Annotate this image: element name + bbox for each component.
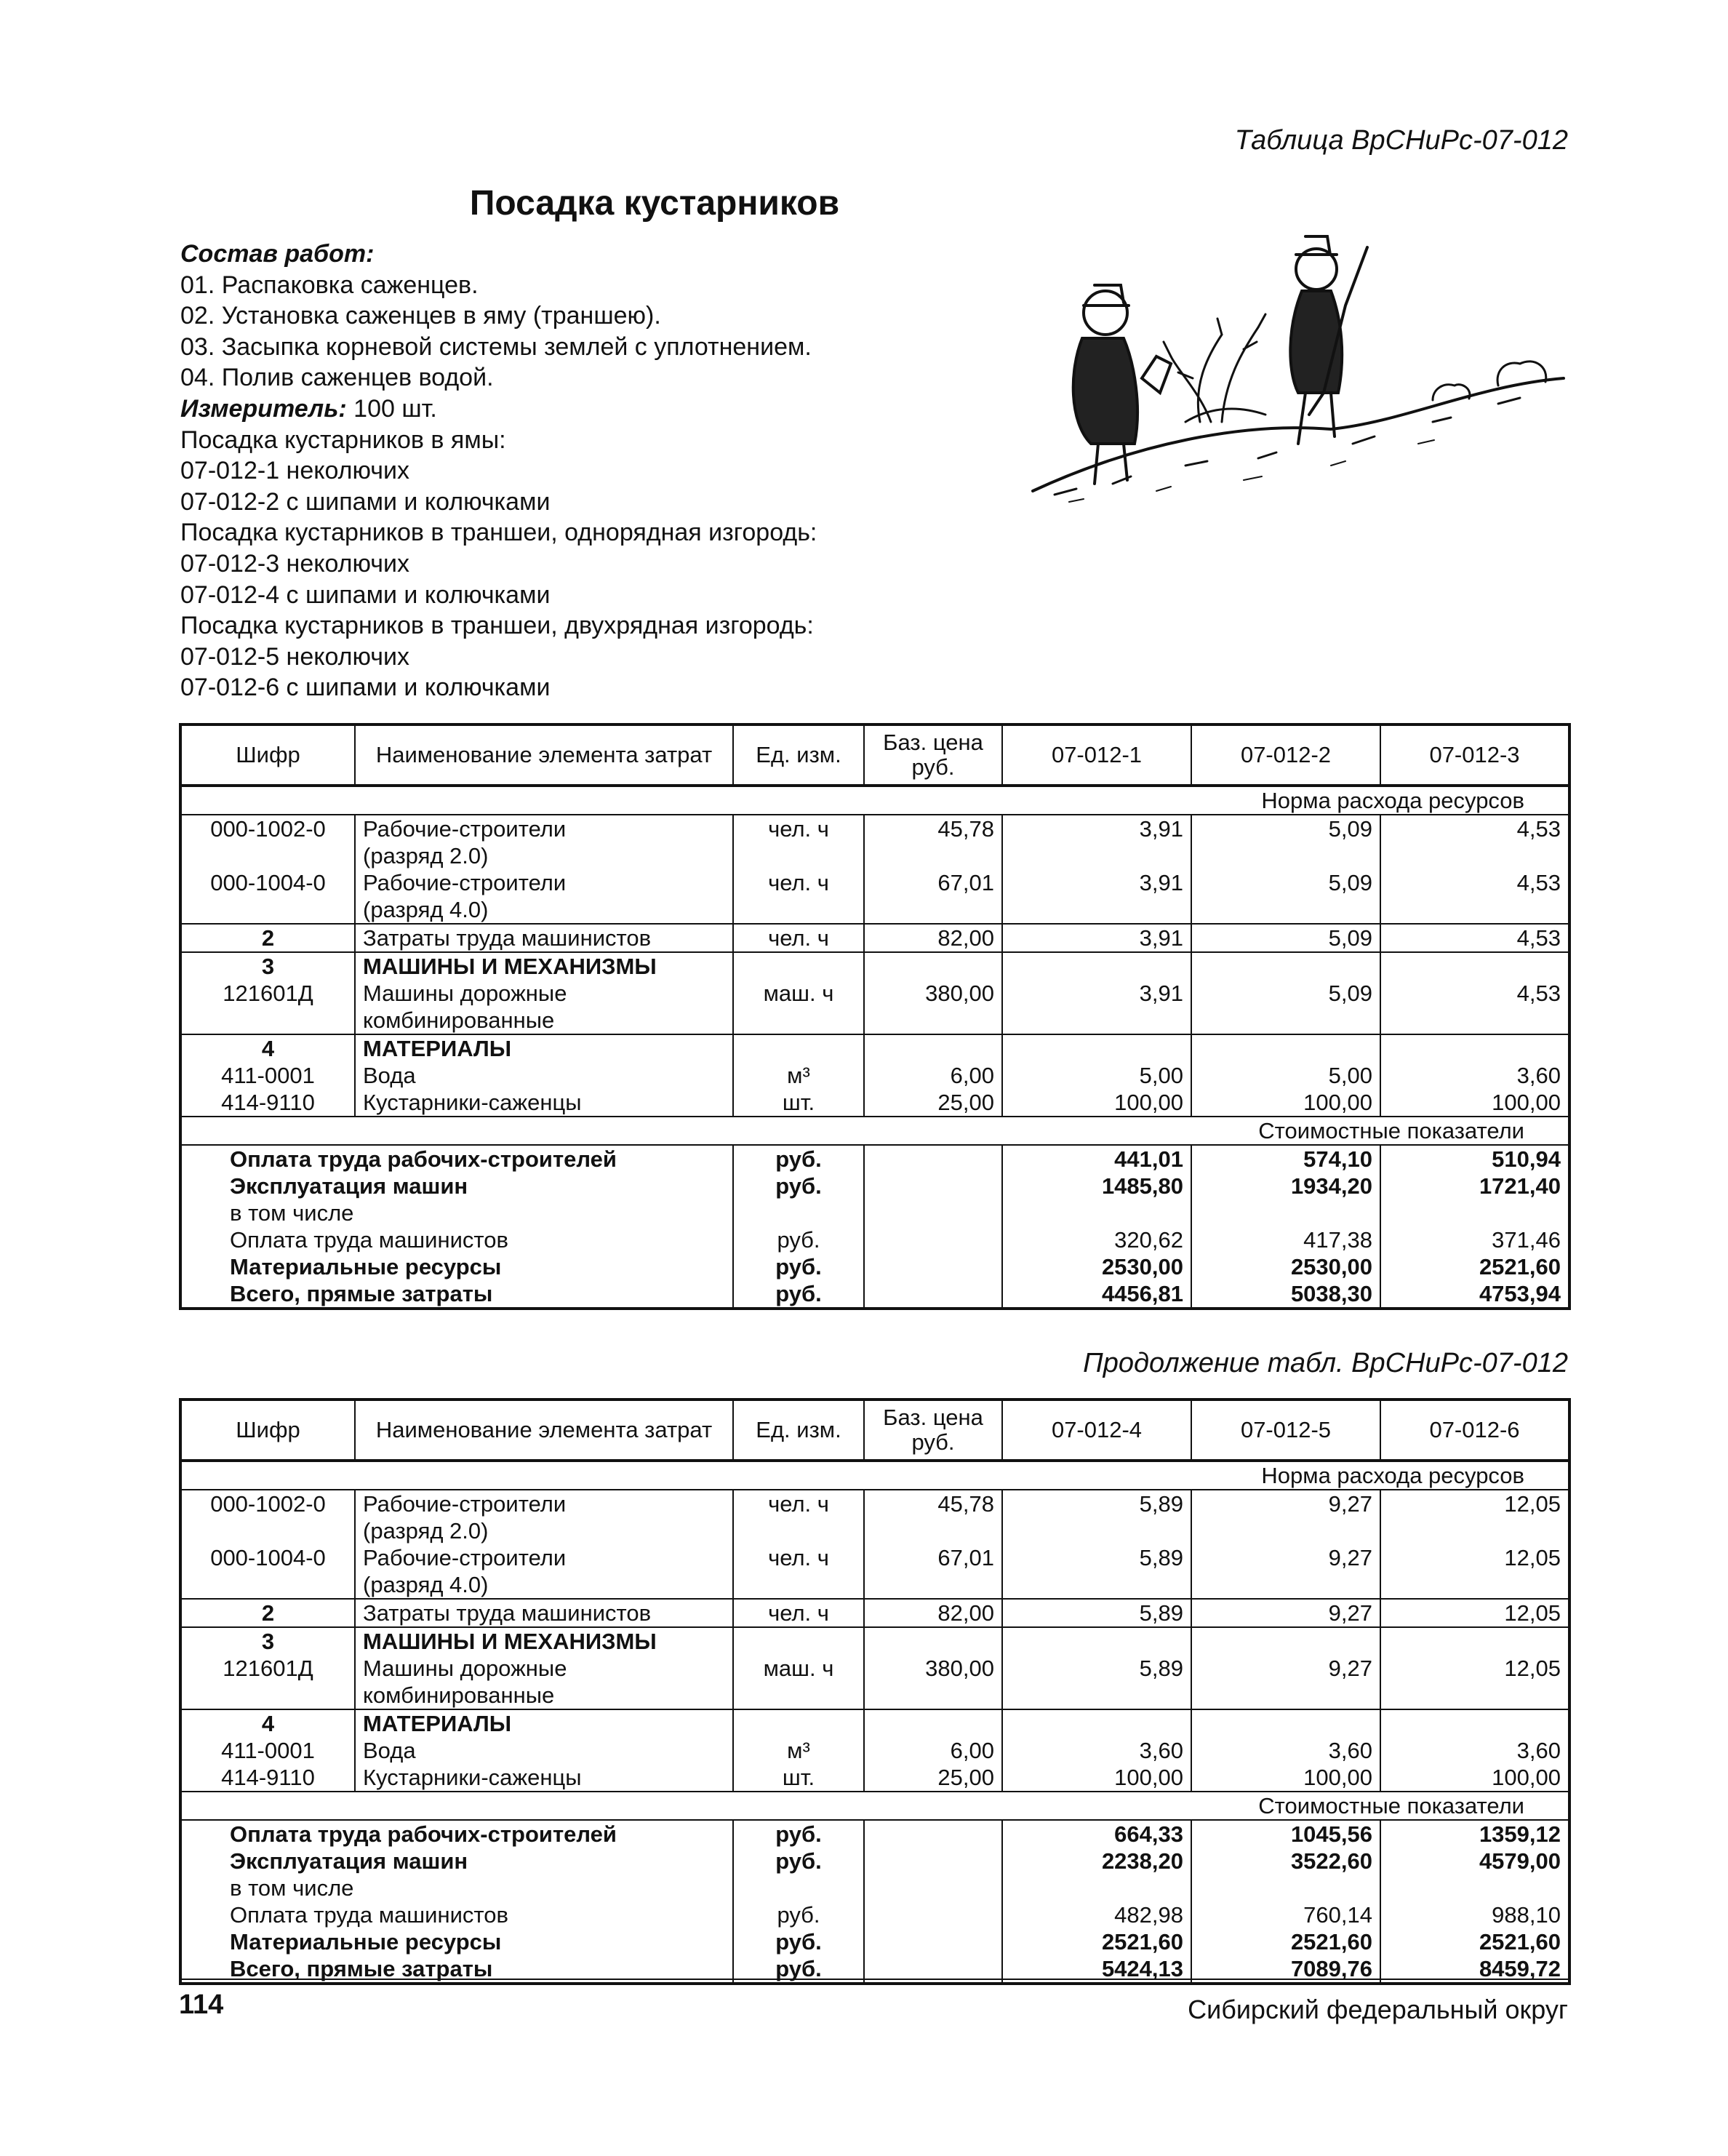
cost-value: 1721,40 — [1380, 1173, 1569, 1226]
header-code: Шифр — [180, 724, 355, 786]
row-unit: маш. ч — [733, 1627, 864, 1709]
row-value: 5,89 — [1002, 1627, 1191, 1709]
cost-row — [180, 1848, 1569, 1901]
header-price: Баз. цена руб. — [864, 1400, 1002, 1461]
table-row — [180, 1089, 1569, 1117]
row-value: 100,00 — [1191, 1089, 1380, 1117]
cost-value: 8459,72 — [1380, 1955, 1569, 1984]
cost-value: 664,33 — [1002, 1820, 1191, 1848]
row-value: 4,53 — [1380, 924, 1569, 952]
cost-unit: руб. — [733, 1901, 864, 1928]
row-unit: чел. ч — [733, 1599, 864, 1627]
scope-line: 07-012-2 с шипами и колючками — [180, 487, 551, 516]
cost-value: 2521,60 — [1191, 1928, 1380, 1955]
header-unit: Ед. изм. — [733, 1400, 864, 1461]
cost-value: 1934,20 — [1191, 1173, 1380, 1226]
row-value: 5,09 — [1191, 924, 1380, 952]
row-name: МАШИНЫ И МЕХАНИЗМЫ Машины дорожные комбинированные — [355, 1627, 733, 1709]
row-price: 25,00 — [864, 1089, 1002, 1117]
row-value: 5,89 — [1002, 1599, 1191, 1627]
row-value: 5,09 — [1191, 869, 1380, 924]
row-price: 45,78 — [864, 1490, 1002, 1544]
cost-unit: руб. — [733, 1253, 864, 1280]
row-name: Кустарники-саженцы — [355, 1764, 733, 1792]
row-price: 45,78 — [864, 815, 1002, 869]
cost-row — [180, 1253, 1569, 1280]
footer-rule — [179, 1979, 1568, 1980]
row-code: 3 121601Д — [180, 1627, 355, 1709]
row-unit: чел. ч — [733, 1490, 864, 1544]
cost-value: 4456,81 — [1002, 1280, 1191, 1309]
table-row — [180, 869, 1569, 924]
cost-value: 574,10 — [1191, 1145, 1380, 1173]
cost-label: Всего, прямые затраты — [180, 1280, 733, 1309]
row-value: 100,00 — [1380, 1764, 1569, 1792]
page-title: Посадка кустарников — [469, 184, 840, 223]
row-unit: чел. ч — [733, 1544, 864, 1599]
header-col-3: 07-012-6 — [1380, 1400, 1569, 1461]
cost-unit: руб. — [733, 1955, 864, 1984]
row-value: 12,05 — [1380, 1490, 1569, 1544]
row-unit: чел. ч — [733, 869, 864, 924]
row-name: Рабочие-строители (разряд 2.0) — [355, 815, 733, 869]
cost-value: 2521,60 — [1002, 1928, 1191, 1955]
meter-label: Измеритель: — [180, 394, 347, 423]
row-price: 82,00 — [864, 1599, 1002, 1627]
cost-unit: руб. — [733, 1145, 864, 1173]
cost-value: 1359,12 — [1380, 1820, 1569, 1848]
cost-label: Эксплуатация машин в том числе — [180, 1173, 733, 1226]
row-value: 3,60 — [1002, 1709, 1191, 1764]
resource-table-2 — [179, 1398, 1571, 1985]
scope-line: 07-012-4 с шипами и колючками — [180, 580, 551, 609]
scope-line: Посадка кустарников в траншеи, двухрядная изгородь: — [180, 612, 814, 640]
row-name: Затраты труда машинистов — [355, 924, 733, 952]
scope-line: 07-012-3 неколючих — [180, 549, 409, 578]
row-value: 12,05 — [1380, 1599, 1569, 1627]
row-name: Затраты труда машинистов — [355, 1599, 733, 1627]
cost-label: Всего, прямые затраты — [180, 1955, 733, 1984]
row-value: 3,91 — [1002, 924, 1191, 952]
row-value: 3,60 — [1380, 1034, 1569, 1089]
row-value: 5,00 — [1191, 1034, 1380, 1089]
cost-row — [180, 1901, 1569, 1928]
table-row — [180, 1034, 1569, 1089]
row-price: 6,00 — [864, 1034, 1002, 1089]
cost-unit: руб. — [733, 1848, 864, 1901]
row-value: 100,00 — [1191, 1764, 1380, 1792]
table-row — [180, 1490, 1569, 1544]
table-row — [180, 1627, 1569, 1709]
row-code: 000-1002-0 — [180, 1490, 355, 1544]
row-value: 9,27 — [1191, 1627, 1380, 1709]
header-col-1: 07-012-1 — [1002, 724, 1191, 786]
cost-value: 4579,00 — [1380, 1848, 1569, 1901]
row-code: 000-1004-0 — [180, 869, 355, 924]
row-name: МАТЕРИАЛЫ Вода — [355, 1034, 733, 1089]
page-number: 114 — [179, 1989, 224, 2020]
row-unit: м³ — [733, 1034, 864, 1089]
cost-value: 7089,76 — [1191, 1955, 1380, 1984]
cost-value: 4753,94 — [1380, 1280, 1569, 1309]
meter-value: 100 шт. — [346, 394, 437, 423]
cost-unit: руб. — [733, 1280, 864, 1309]
cost-row — [180, 1820, 1569, 1848]
header-col-1: 07-012-4 — [1002, 1400, 1191, 1461]
scope-line: 07-012-6 с шипами и колючками — [180, 674, 551, 702]
row-price: 67,01 — [864, 1544, 1002, 1599]
row-value: 100,00 — [1380, 1089, 1569, 1117]
cost-value: 2238,20 — [1002, 1848, 1191, 1901]
row-value: 3,91 — [1002, 869, 1191, 924]
cost-row — [180, 1226, 1569, 1253]
cost-value: 2530,00 — [1191, 1253, 1380, 1280]
row-name: Рабочие-строители (разряд 4.0) — [355, 869, 733, 924]
header-unit: Ед. изм. — [733, 724, 864, 786]
work-item: 02. Установка саженцев в яму (траншею). — [180, 302, 661, 330]
section-costs: Стоимостные показатели — [180, 1117, 1569, 1145]
row-code: 000-1002-0 — [180, 815, 355, 869]
cost-value: 1045,56 — [1191, 1820, 1380, 1848]
cost-value: 320,62 — [1002, 1226, 1191, 1253]
resource-table-1 — [179, 723, 1571, 1310]
header-col-2: 07-012-2 — [1191, 724, 1380, 786]
row-unit: шт. — [733, 1764, 864, 1792]
row-value: 9,27 — [1191, 1599, 1380, 1627]
row-price: 82,00 — [864, 924, 1002, 952]
table-row — [180, 1544, 1569, 1599]
row-value: 4,53 — [1380, 952, 1569, 1034]
row-value: 100,00 — [1002, 1089, 1191, 1117]
cost-unit: руб. — [733, 1820, 864, 1848]
work-composition — [180, 239, 817, 703]
cost-value: 510,94 — [1380, 1145, 1569, 1173]
row-value: 5,89 — [1002, 1544, 1191, 1599]
table-id: Таблица ВрСНиРс-07-012 — [1234, 125, 1568, 156]
row-value: 5,00 — [1002, 1034, 1191, 1089]
cost-value: 482,98 — [1002, 1901, 1191, 1928]
row-code: 2 — [180, 1599, 355, 1627]
row-code: 3 121601Д — [180, 952, 355, 1034]
row-value: 12,05 — [1380, 1627, 1569, 1709]
row-value: 12,05 — [1380, 1544, 1569, 1599]
cost-value: 441,01 — [1002, 1145, 1191, 1173]
row-unit: чел. ч — [733, 815, 864, 869]
section-norms: Норма расхода ресурсов — [180, 786, 1569, 815]
row-code: 2 — [180, 924, 355, 952]
cost-value: 2530,00 — [1002, 1253, 1191, 1280]
cost-value: 5038,30 — [1191, 1280, 1380, 1309]
table-row — [180, 952, 1569, 1034]
row-code: 4 411-0001 — [180, 1034, 355, 1089]
cost-value: 3522,60 — [1191, 1848, 1380, 1901]
row-price: 67,01 — [864, 869, 1002, 924]
work-item: 01. Распаковка саженцев. — [180, 271, 479, 299]
cost-label: Материальные ресурсы — [180, 1253, 733, 1280]
work-item: 04. Полив саженцев водой. — [180, 364, 494, 392]
row-price: 380,00 — [864, 1627, 1002, 1709]
row-value: 100,00 — [1002, 1764, 1191, 1792]
cost-label: Эксплуатация машин в том числе — [180, 1848, 733, 1901]
cost-label: Материальные ресурсы — [180, 1928, 733, 1955]
cost-label: Оплата труда машинистов — [180, 1226, 733, 1253]
row-name: МАТЕРИАЛЫ Вода — [355, 1709, 733, 1764]
row-value: 3,91 — [1002, 815, 1191, 869]
row-price: 6,00 — [864, 1709, 1002, 1764]
scope-line: 07-012-1 неколючих — [180, 457, 409, 485]
row-unit: шт. — [733, 1089, 864, 1117]
row-unit: м³ — [733, 1709, 864, 1764]
row-value: 5,89 — [1002, 1490, 1191, 1544]
cost-value: 371,46 — [1380, 1226, 1569, 1253]
cost-row — [180, 1928, 1569, 1955]
row-code: 414-9110 — [180, 1764, 355, 1792]
row-code: 4 411-0001 — [180, 1709, 355, 1764]
row-value: 5,09 — [1191, 815, 1380, 869]
cost-value: 988,10 — [1380, 1901, 1569, 1928]
header-name: Наименование элемента затрат — [355, 1400, 733, 1461]
gardeners-illustration — [1025, 204, 1585, 509]
table-row — [180, 1764, 1569, 1792]
row-value: 9,27 — [1191, 1490, 1380, 1544]
scope-line: 07-012-5 неколючих — [180, 642, 409, 671]
footer-region: Сибирский федеральный округ — [1188, 1995, 1568, 2024]
row-unit: чел. ч — [733, 924, 864, 952]
cost-row — [180, 1173, 1569, 1226]
meter-line — [180, 394, 817, 425]
cost-unit: руб. — [733, 1226, 864, 1253]
section-norms: Норма расхода ресурсов — [180, 1461, 1569, 1490]
row-code: 000-1004-0 — [180, 1544, 355, 1599]
row-name: Рабочие-строители (разряд 2.0) — [355, 1490, 733, 1544]
row-value: 5,09 — [1191, 952, 1380, 1034]
scope-line: Посадка кустарников в траншеи, однорядная изгородь: — [180, 519, 817, 547]
row-price: 25,00 — [864, 1764, 1002, 1792]
cost-value: 1485,80 — [1002, 1173, 1191, 1226]
cost-unit: руб. — [733, 1173, 864, 1226]
row-code: 414-9110 — [180, 1089, 355, 1117]
section-costs: Стоимостные показатели — [180, 1792, 1569, 1820]
composition-label: Состав работ: — [180, 240, 375, 268]
header-code: Шифр — [180, 1400, 355, 1461]
header-name: Наименование элемента затрат — [355, 724, 733, 786]
row-value: 4,53 — [1380, 869, 1569, 924]
cost-label: Оплата труда машинистов — [180, 1901, 733, 1928]
row-name: МАШИНЫ И МЕХАНИЗМЫ Машины дорожные комбинированные — [355, 952, 733, 1034]
row-name: Рабочие-строители (разряд 4.0) — [355, 1544, 733, 1599]
table-row — [180, 924, 1569, 952]
row-name: Кустарники-саженцы — [355, 1089, 733, 1117]
cost-label: Оплата труда рабочих-строителей — [180, 1820, 733, 1848]
cost-unit: руб. — [733, 1928, 864, 1955]
cost-value: 417,38 — [1191, 1226, 1380, 1253]
header-price: Баз. цена руб. — [864, 724, 1002, 786]
cost-row — [180, 1280, 1569, 1309]
table-row — [180, 1599, 1569, 1627]
cost-value: 2521,60 — [1380, 1928, 1569, 1955]
cost-value: 5424,13 — [1002, 1955, 1191, 1984]
cost-label: Оплата труда рабочих-строителей — [180, 1145, 733, 1173]
continuation-caption: Продолжение табл. ВрСНиРс-07-012 — [1083, 1348, 1568, 1378]
header-col-2: 07-012-5 — [1191, 1400, 1380, 1461]
row-value: 3,91 — [1002, 952, 1191, 1034]
row-value: 3,60 — [1191, 1709, 1380, 1764]
row-value: 3,60 — [1380, 1709, 1569, 1764]
cost-value: 2521,60 — [1380, 1253, 1569, 1280]
row-value: 4,53 — [1380, 815, 1569, 869]
row-value: 9,27 — [1191, 1544, 1380, 1599]
row-unit: маш. ч — [733, 952, 864, 1034]
table-row — [180, 815, 1569, 869]
row-price: 380,00 — [864, 952, 1002, 1034]
table-row — [180, 1709, 1569, 1764]
work-item: 03. Засыпка корневой системы землей с уплотнением. — [180, 332, 812, 361]
header-col-3: 07-012-3 — [1380, 724, 1569, 786]
scope-line: Посадка кустарников в ямы: — [180, 426, 506, 454]
cost-value: 760,14 — [1191, 1901, 1380, 1928]
cost-row — [180, 1145, 1569, 1173]
